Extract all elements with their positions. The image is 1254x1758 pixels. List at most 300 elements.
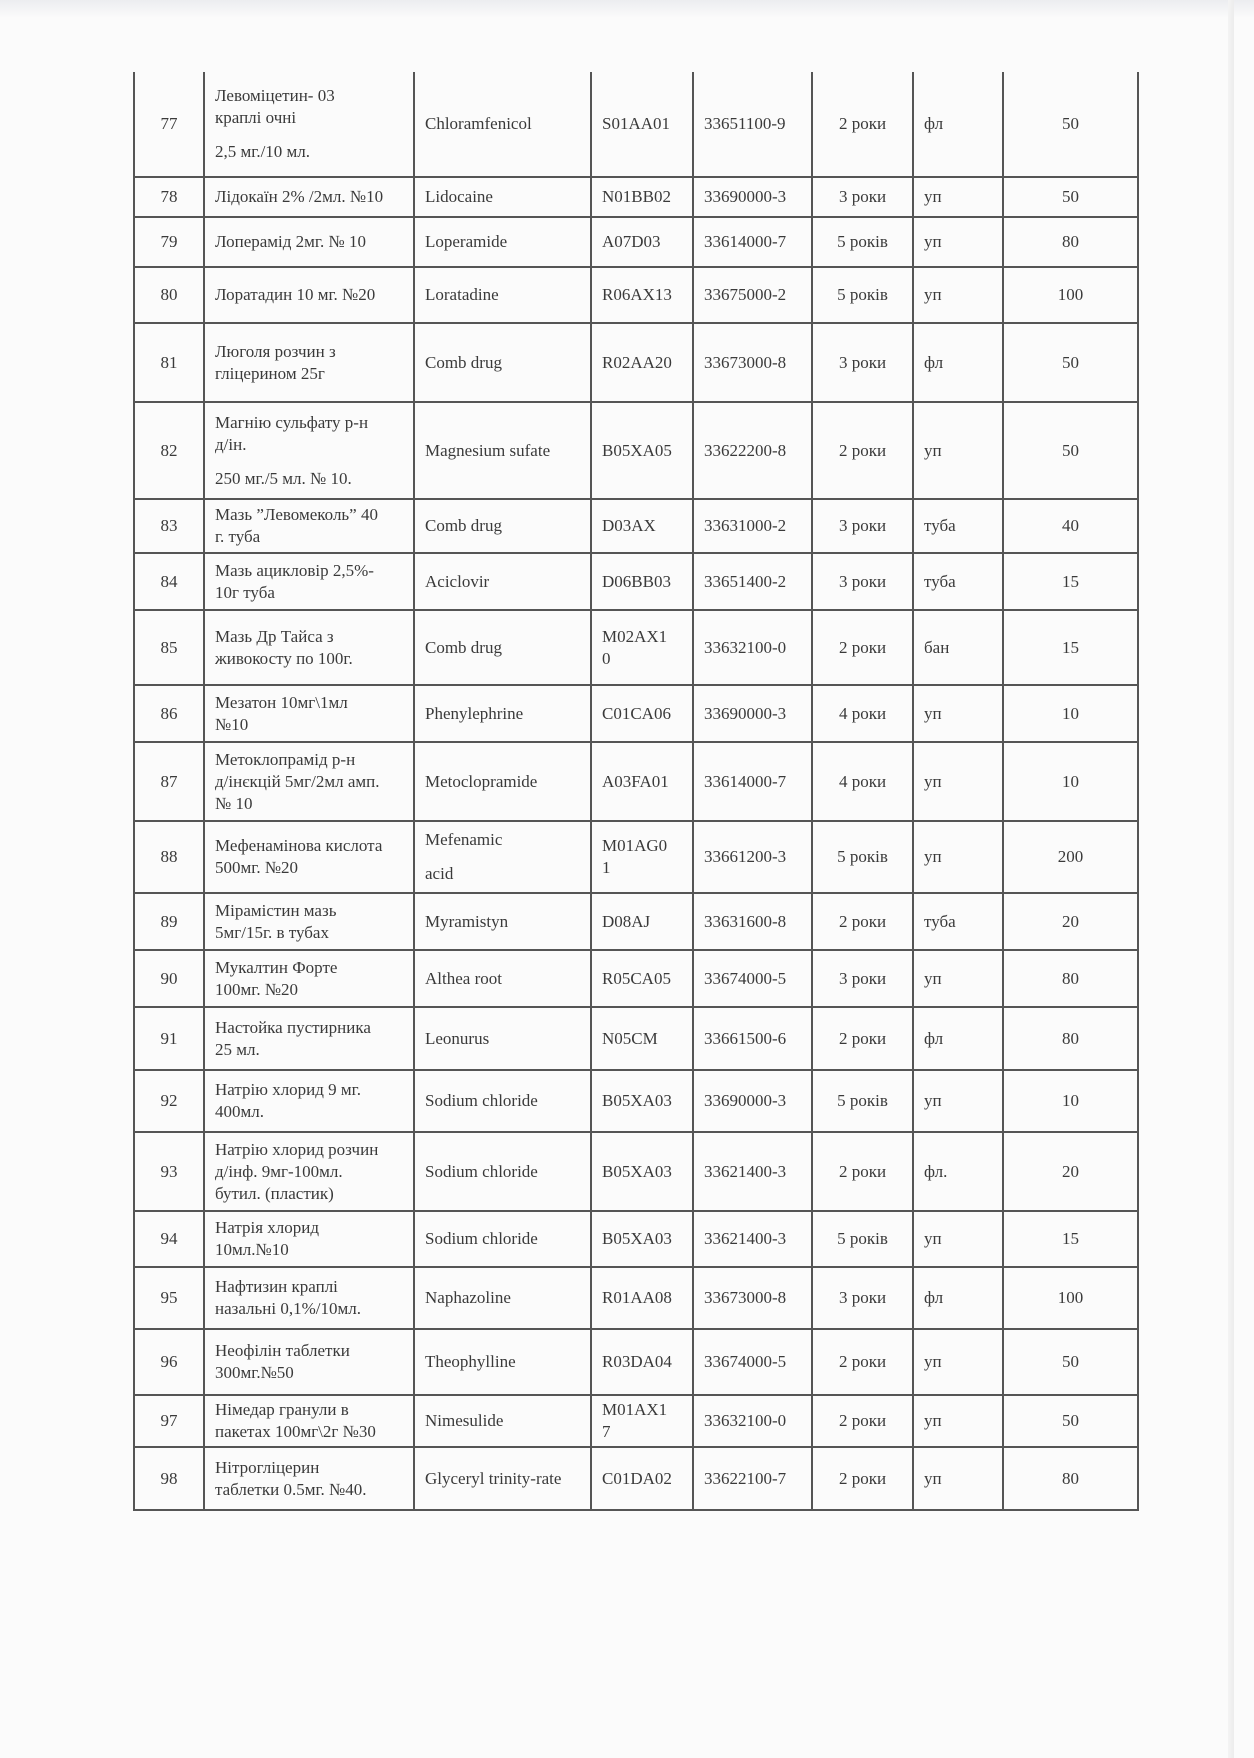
atc-code-cell: [591, 893, 693, 950]
table-row: [134, 950, 1138, 1007]
row-number: 97: [160, 1411, 178, 1430]
shelf-life: 2 роки: [838, 1161, 887, 1181]
unit-cell: [913, 610, 1003, 685]
medicine-name-line: 500мг. №20: [215, 858, 299, 877]
dk-code: 33690000-3: [704, 187, 787, 206]
atc-code-line: 1: [602, 858, 611, 877]
row-number: 84: [160, 571, 178, 591]
medicine-name-line: Німедар гранули в: [215, 1400, 349, 1419]
quantity: 100: [1057, 285, 1084, 304]
shelf-life-cell: [812, 685, 913, 742]
scan-page-edge: [1228, 0, 1234, 1758]
atc-code-line: N05CM: [602, 1028, 658, 1048]
row-number: 94: [160, 1229, 178, 1248]
medicine-name-line: д/ін.: [215, 434, 247, 454]
international-name-line: Metoclopramide: [425, 771, 538, 791]
row-number: 80: [160, 285, 178, 304]
quantity: 50: [1062, 187, 1079, 206]
medicine-name-line: Лідокаїн 2% /2мл. №10: [215, 187, 384, 206]
shelf-life-cell: [812, 893, 913, 950]
row-number-cell: [134, 402, 204, 499]
international-name-line: Phenylephrine: [425, 703, 524, 723]
international-name-cell: [414, 323, 591, 402]
atc-code-cell: [591, 610, 693, 685]
medicine-name-line: 100мг. №20: [215, 979, 299, 999]
unit-cell: [913, 217, 1003, 267]
dk-code-cell: [693, 72, 812, 177]
international-name-line: Theophylline: [425, 1352, 516, 1371]
shelf-life-cell: [812, 1329, 913, 1395]
atc-code-cell: [591, 950, 693, 1007]
shelf-life-cell: [812, 323, 913, 402]
atc-code-line: R03DA04: [602, 1352, 672, 1371]
atc-code-line: B05XA03: [602, 1091, 672, 1110]
unit-cell: [913, 1395, 1003, 1447]
quantity: 80: [1062, 1468, 1079, 1488]
line-gap: [425, 851, 580, 863]
unit-cell: [913, 1211, 1003, 1267]
shelf-life: 2 роки: [838, 114, 887, 133]
atc-code-cell: [591, 1007, 693, 1070]
medicine-name-line: №10: [215, 714, 249, 734]
medicine-name-cell: [204, 177, 414, 217]
table-row: [134, 1211, 1138, 1267]
medicine-name-cell: [204, 323, 414, 402]
row-number: 92: [160, 1091, 178, 1110]
dk-code-cell: [693, 499, 812, 553]
atc-code-cell: [591, 1267, 693, 1329]
medicine-name-line: Магнію сульфату р-н: [215, 412, 369, 432]
row-number: 85: [160, 637, 178, 657]
shelf-life-cell: [812, 1395, 913, 1447]
dk-code: 33690000-3: [704, 1091, 787, 1110]
unit-cell: [913, 72, 1003, 177]
shelf-life: 3 роки: [838, 571, 887, 591]
dk-code: 33674000-5: [704, 1352, 787, 1371]
medicine-name-line: 2,5 мг./10 мл.: [215, 142, 311, 161]
unit-cell: [913, 323, 1003, 402]
international-name-line: Leonurus: [425, 1028, 490, 1048]
unit-cell: [913, 742, 1003, 821]
quantity-cell: [1003, 742, 1138, 821]
dk-code-cell: [693, 553, 812, 610]
medicine-name-line: Натрія хлорид: [215, 1218, 320, 1237]
row-number-cell: [134, 1267, 204, 1329]
atc-code-cell: [591, 217, 693, 267]
atc-code-cell: [591, 267, 693, 323]
dk-code: 33661200-3: [704, 847, 787, 866]
medicine-name-cell: [204, 1132, 414, 1211]
unit: фл: [924, 352, 944, 372]
medicine-name-cell: [204, 950, 414, 1007]
shelf-life: 2 роки: [838, 1352, 887, 1371]
medicine-name-line: 300мг.№50: [215, 1363, 294, 1382]
medicine-name-cell: [204, 1329, 414, 1395]
medicine-name-cell: [204, 1395, 414, 1447]
unit: фл: [924, 1028, 944, 1048]
table-row: [134, 1007, 1138, 1070]
dk-code: 33675000-2: [704, 285, 787, 304]
shelf-life: 2 роки: [838, 1411, 887, 1430]
medicine-name-line: Мазь ацикловір 2,5%-: [215, 560, 374, 580]
international-name-cell: [414, 1329, 591, 1395]
medicine-name-cell: [204, 402, 414, 499]
dk-code-cell: [693, 1132, 812, 1211]
row-number: 82: [160, 440, 178, 460]
row-number-cell: [134, 1329, 204, 1395]
atc-code-line: D08AJ: [602, 911, 651, 931]
medicine-name-line: Люголя розчин з: [215, 341, 336, 361]
international-name-line: Lidocaine: [425, 187, 493, 206]
atc-code-cell: [591, 1329, 693, 1395]
atc-code-cell: [591, 177, 693, 217]
shelf-life-cell: [812, 742, 913, 821]
quantity: 10: [1062, 771, 1079, 791]
medicine-name-line: Натрію хлорид розчин: [215, 1139, 379, 1159]
atc-code-line: M02AX1: [602, 626, 668, 646]
medicine-name-line: Лоперамід 2мг. № 10: [215, 232, 366, 251]
medicine-name-cell: [204, 742, 414, 821]
medicine-name-line: живокосту по 100г.: [215, 648, 353, 668]
shelf-life: 5 років: [837, 847, 888, 866]
medicine-name-line: назальні 0,1%/10мл.: [215, 1299, 361, 1318]
unit-cell: [913, 553, 1003, 610]
international-name-line: Glyceryl trinity-rate: [425, 1468, 562, 1488]
row-number-cell: [134, 499, 204, 553]
atc-code-line: D03AX: [602, 516, 656, 535]
medicine-name-cell: [204, 685, 414, 742]
row-number-cell: [134, 177, 204, 217]
row-number-cell: [134, 742, 204, 821]
medicine-name-cell: [204, 72, 414, 177]
quantity: 50: [1062, 440, 1079, 460]
shelf-life-cell: [812, 499, 913, 553]
shelf-life-cell: [812, 402, 913, 499]
medicine-name-line: пакетах 100мг\2г №30: [215, 1422, 376, 1441]
medicine-name-line: Метоклопрамід р-н: [215, 749, 356, 769]
medicine-name-line: 10мл.№10: [215, 1240, 289, 1259]
row-number: 90: [160, 968, 178, 988]
atc-code-cell: [591, 553, 693, 610]
medicine-name-line: Мефенамінова кислота: [215, 836, 383, 855]
quantity-cell: [1003, 1007, 1138, 1070]
atc-code-cell: [591, 1211, 693, 1267]
quantity: 80: [1062, 232, 1079, 251]
medicine-name-cell: [204, 1267, 414, 1329]
row-number: 91: [160, 1028, 178, 1048]
unit-cell: [913, 685, 1003, 742]
quantity-cell: [1003, 72, 1138, 177]
medicine-name-line: Мукалтин Форте: [215, 957, 338, 977]
quantity-cell: [1003, 217, 1138, 267]
quantity: 50: [1062, 114, 1079, 133]
table-row: [134, 402, 1138, 499]
shelf-life-cell: [812, 821, 913, 893]
table-row: [134, 72, 1138, 177]
table-row: [134, 553, 1138, 610]
shelf-life-cell: [812, 1132, 913, 1211]
shelf-life: 2 роки: [838, 637, 887, 657]
shelf-life-cell: [812, 217, 913, 267]
international-name-line: Comb drug: [425, 516, 502, 535]
table-row: [134, 685, 1138, 742]
unit: уп: [924, 1411, 942, 1430]
table-row: [134, 1070, 1138, 1132]
row-number: 96: [160, 1352, 178, 1371]
international-name-cell: [414, 1132, 591, 1211]
atc-code-cell: [591, 402, 693, 499]
medicine-name-line: Мазь ”Левомеколь” 40: [215, 505, 378, 524]
atc-code-cell: [591, 1447, 693, 1510]
quantity-cell: [1003, 893, 1138, 950]
quantity-cell: [1003, 1447, 1138, 1510]
medicine-name-line: Мезатон 10мг\1мл: [215, 692, 348, 712]
dk-code: 33651400-2: [704, 571, 787, 591]
medicine-name-cell: [204, 1447, 414, 1510]
shelf-life: 5 років: [837, 1229, 888, 1248]
dk-code-cell: [693, 177, 812, 217]
quantity-cell: [1003, 821, 1138, 893]
medicine-name-cell: [204, 610, 414, 685]
table-row: [134, 217, 1138, 267]
medicine-name-cell: [204, 499, 414, 553]
international-name-cell: [414, 1447, 591, 1510]
shelf-life: 2 роки: [838, 911, 887, 931]
quantity: 50: [1062, 1411, 1079, 1430]
dk-code: 33690000-3: [704, 703, 787, 723]
unit-cell: [913, 1329, 1003, 1395]
row-number-cell: [134, 1007, 204, 1070]
unit: уп: [924, 1352, 942, 1371]
dk-code: 33674000-5: [704, 968, 787, 988]
international-name-cell: [414, 217, 591, 267]
table-row: [134, 1447, 1138, 1510]
row-number: 95: [160, 1288, 178, 1307]
row-number-cell: [134, 950, 204, 1007]
row-number-cell: [134, 821, 204, 893]
medicine-name-line: Натрію хлорид 9 мг.: [215, 1080, 361, 1099]
table-row: [134, 1395, 1138, 1447]
atc-code-line: M01AG0: [602, 836, 668, 855]
international-name-cell: [414, 499, 591, 553]
row-number: 98: [160, 1468, 178, 1488]
unit: бан: [924, 637, 950, 657]
quantity-cell: [1003, 402, 1138, 499]
international-name-cell: [414, 1395, 591, 1447]
atc-code-line: B05XA03: [602, 1229, 672, 1248]
international-name-cell: [414, 1070, 591, 1132]
shelf-life: 3 роки: [838, 352, 887, 372]
quantity-cell: [1003, 499, 1138, 553]
row-number: 93: [160, 1161, 178, 1181]
table-row: [134, 742, 1138, 821]
quantity-cell: [1003, 1395, 1138, 1447]
shelf-life: 3 роки: [838, 187, 887, 206]
unit: уп: [924, 187, 942, 206]
atc-code-line: A07D03: [602, 232, 661, 251]
unit: уп: [924, 1229, 942, 1248]
medicine-name-line: бутил. (пластик): [215, 1183, 334, 1203]
atc-code-line: R06AX13: [602, 285, 672, 304]
medicine-name-line: Нафтизин краплі: [215, 1277, 338, 1296]
medicine-name-cell: [204, 1070, 414, 1132]
row-number: 87: [160, 771, 178, 791]
dk-code-cell: [693, 1007, 812, 1070]
dk-code-cell: [693, 1070, 812, 1132]
shelf-life-cell: [812, 1267, 913, 1329]
table-row: [134, 1329, 1138, 1395]
quantity: 15: [1062, 1229, 1079, 1248]
row-number: 83: [160, 516, 178, 535]
atc-code-line: 0: [602, 648, 611, 668]
international-name-line: Magnesium sufate: [425, 440, 551, 460]
row-number: 77: [160, 114, 178, 133]
unit: фл.: [924, 1161, 948, 1181]
medicine-name-cell: [204, 821, 414, 893]
atc-code-cell: [591, 1132, 693, 1211]
medicine-name-cell: [204, 267, 414, 323]
unit: уп: [924, 847, 942, 866]
international-name-cell: [414, 1211, 591, 1267]
medicines-table: [133, 72, 1139, 1511]
dk-code: 33614000-7: [704, 771, 787, 791]
international-name-cell: [414, 553, 591, 610]
dk-code-cell: [693, 267, 812, 323]
medicine-name-line: д/інф. 9мг-100мл.: [215, 1161, 343, 1181]
unit: уп: [924, 771, 942, 791]
shelf-life-cell: [812, 72, 913, 177]
dk-code: 33614000-7: [704, 232, 787, 251]
row-number: 79: [160, 232, 178, 251]
dk-code: 33622100-7: [704, 1468, 787, 1488]
shelf-life: 3 роки: [838, 516, 887, 535]
medicine-name-line: краплі очні: [215, 108, 297, 127]
quantity-cell: [1003, 267, 1138, 323]
quantity-cell: [1003, 950, 1138, 1007]
atc-code-cell: [591, 323, 693, 402]
row-number: 88: [160, 847, 178, 866]
atc-code-cell: [591, 499, 693, 553]
row-number-cell: [134, 267, 204, 323]
shelf-life-cell: [812, 1070, 913, 1132]
quantity-cell: [1003, 1329, 1138, 1395]
atc-code-line: R01AA08: [602, 1288, 672, 1307]
quantity-cell: [1003, 1211, 1138, 1267]
medicine-name-line: г. туба: [215, 527, 261, 546]
international-name-cell: [414, 72, 591, 177]
dk-code: 33631000-2: [704, 516, 787, 535]
atc-code-cell: [591, 1395, 693, 1447]
international-name-line: Sodium chloride: [425, 1161, 538, 1181]
international-name-line: Mefenamic: [425, 830, 503, 849]
row-number-cell: [134, 323, 204, 402]
international-name-line: Aciclovir: [425, 571, 490, 591]
shelf-life-cell: [812, 950, 913, 1007]
dk-code: 33651100-9: [704, 114, 786, 133]
international-name-cell: [414, 1267, 591, 1329]
unit-cell: [913, 1132, 1003, 1211]
row-number: 86: [160, 703, 178, 723]
dk-code-cell: [693, 402, 812, 499]
quantity-cell: [1003, 323, 1138, 402]
table-row: [134, 267, 1138, 323]
dk-code-cell: [693, 217, 812, 267]
table-row: [134, 323, 1138, 402]
international-name-line: Sodium chloride: [425, 1091, 538, 1110]
dk-code: 33631600-8: [704, 911, 787, 931]
atc-code-line: N01BB02: [602, 187, 671, 206]
medicine-name-line: Мазь Др Тайса з: [215, 626, 334, 646]
unit: фл: [924, 114, 944, 133]
medicine-name-line: 250 мг./5 мл. № 10.: [215, 468, 352, 488]
unit-cell: [913, 1267, 1003, 1329]
row-number-cell: [134, 72, 204, 177]
dk-code-cell: [693, 323, 812, 402]
row-number: 78: [160, 187, 178, 206]
quantity: 20: [1062, 1161, 1079, 1181]
quantity: 100: [1057, 1288, 1084, 1307]
quantity: 20: [1062, 911, 1079, 931]
dk-code-cell: [693, 821, 812, 893]
unit-cell: [913, 267, 1003, 323]
atc-code-cell: [591, 72, 693, 177]
medicine-name-line: д/інєкцій 5мг/2мл амп.: [215, 771, 380, 791]
medicine-name-line: таблетки 0.5мг. №40.: [215, 1479, 367, 1499]
atc-code-line: R02AA20: [602, 352, 672, 372]
international-name-line: Althea root: [425, 968, 502, 988]
shelf-life: 5 років: [837, 285, 888, 304]
medicine-name-cell: [204, 217, 414, 267]
row-number-cell: [134, 610, 204, 685]
unit: уп: [924, 968, 942, 988]
row-number-cell: [134, 553, 204, 610]
shelf-life: 3 роки: [838, 968, 887, 988]
unit: уп: [924, 1091, 942, 1110]
unit: туба: [924, 516, 956, 535]
dk-code: 33621400-3: [704, 1229, 787, 1248]
unit: уп: [924, 1468, 942, 1488]
unit-cell: [913, 177, 1003, 217]
international-name-cell: [414, 742, 591, 821]
shelf-life-cell: [812, 610, 913, 685]
atc-code-line: C01CA06: [602, 703, 671, 723]
unit-cell: [913, 1447, 1003, 1510]
atc-code-line: D06BB03: [602, 571, 671, 591]
unit: фл: [924, 1288, 944, 1307]
medicine-name-line: Лоратадин 10 мг. №20: [215, 285, 376, 304]
dk-code-cell: [693, 742, 812, 821]
quantity: 15: [1062, 637, 1079, 657]
medicine-name-line: гліцерином 25г: [215, 363, 325, 383]
medicine-name-line: Мірамістин мазь: [215, 900, 337, 920]
shelf-life: 4 роки: [838, 771, 887, 791]
line-gap: [215, 129, 403, 141]
row-number-cell: [134, 685, 204, 742]
international-name-cell: [414, 402, 591, 499]
dk-code: 33621400-3: [704, 1161, 787, 1181]
medicine-name-line: 5мг/15г. в тубах: [215, 922, 329, 942]
dk-code: 33661500-6: [704, 1028, 787, 1048]
dk-code-cell: [693, 685, 812, 742]
atc-code-cell: [591, 821, 693, 893]
international-name-line: Naphazoline: [425, 1288, 511, 1307]
medicine-name-cell: [204, 1007, 414, 1070]
shelf-life-cell: [812, 177, 913, 217]
dk-code-cell: [693, 610, 812, 685]
medicine-name-cell: [204, 553, 414, 610]
unit-cell: [913, 402, 1003, 499]
row-number: 81: [160, 352, 178, 372]
